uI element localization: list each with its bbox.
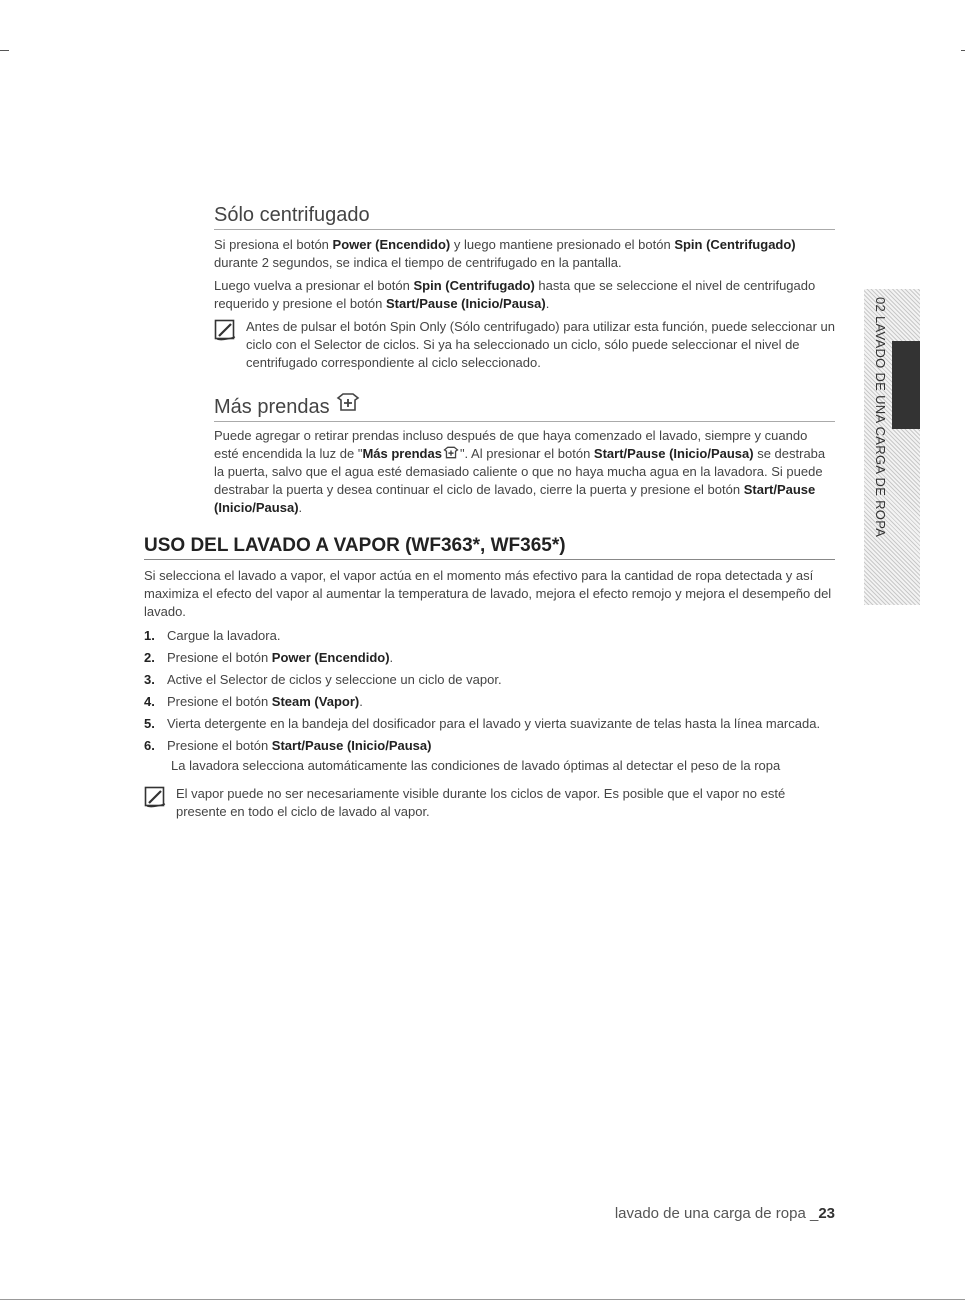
chapter-tab-label: 02 LAVADO DE UNA CARGA DE ROPA [873,297,888,538]
more-clothes-paragraph [214,427,835,517]
text-segment: Start/Pause (Inicio/Pausa) [386,296,546,311]
spin-only-title: Sólo centrifugado [214,203,835,230]
step-number: 4. [144,694,155,709]
step-segment: Active el Selector de ciclos y seleccione un ciclo de vapor. [167,672,502,687]
chapter-tab-marker [892,341,920,429]
step-text [167,713,820,735]
steam-wash-intro: Si selecciona el lavado a vapor, el vapor actúa en el momento más efectivo para la cantidad de ropa detectada y así maximiza el efecto del vapor al aumentar la temperatura de lavado, mejora el efecto remojo y mejora el desempeño del lavado. [144,568,832,619]
text-segment: y luego mantiene presionado el botón [450,237,675,252]
text-segment: . [298,500,303,515]
spin-only-paragraph-1 [214,236,835,272]
step-number: 3. [144,672,155,687]
steam-wash-title: USO DEL LAVADO A VAPOR (WF363*, WF365*) [144,534,835,560]
step-segment: Vierta detergente en la bandeja del dosificador para el lavado y vierta suavizante de telas hasta la línea marcada. [167,716,821,731]
spin-only-paragraph-2 [214,277,835,313]
step-number: 2. [144,650,155,665]
text-segment: ". Al presionar el botón [459,446,594,461]
step-segment: . [389,650,394,665]
steam-step-5 [144,713,835,735]
text-segment: Spin (Centrifugado) [674,237,796,252]
note-pencil-icon [214,319,236,341]
page-number: 23 [818,1205,835,1222]
step-segment: Steam (Vapor) [271,694,360,709]
step-segment: Presione el botón [167,694,272,709]
text-segment: se destraba la puerta, salvo que el agua esté demasiado caliente o que no haya mucha agua en la lavadora. Si puede destrabar la puerta y desea continuar el ciclo de lavado, cierre la puerta y presione el botón [214,446,826,497]
crop-mark-right [961,50,965,51]
crop-mark-left [0,50,9,51]
text-segment: Luego vuelva a presionar el botón [214,278,414,293]
step-segment: Presione el botón [167,738,272,753]
text-segment: Más prendas [362,446,442,461]
section-spin-only [214,203,835,372]
more-clothes-title: Más prendas [214,392,835,422]
step-text [167,735,431,757]
step-text [167,669,502,691]
inline-add-garment-icon [442,446,460,461]
step-number: 6. [144,738,155,753]
text-segment: durante 2 segundos, se indica el tiempo de centrifugado en la pantalla. [214,255,622,270]
steam-step-4 [144,691,835,713]
section-more-clothes [214,392,835,517]
step-segment: Start/Pause (Inicio/Pausa) [271,738,432,753]
step-text [167,625,280,647]
step-6-detail: La lavadora selecciona automáticamente las condiciones de lavado óptimas al detectar el peso de la ropa [171,758,781,773]
text-segment: . [545,296,550,311]
step-segment: Cargue la lavadora. [167,628,281,643]
step-number: 5. [144,716,155,731]
text-segment: Si presiona el botón [214,237,333,252]
steam-step-3 [144,669,835,691]
section-steam-wash [144,534,835,821]
text-segment: Puede agregar o retirar prendas incluso después de que haya comenzado el lavado, siempre y cuando esté encendida la luz de " [214,428,808,461]
footer-text: lavado de una carga de ropa _ [614,1205,819,1222]
step-text [167,691,363,713]
text-segment: Start/Pause (Inicio/Pausa) [214,482,816,515]
page-footer [615,1205,835,1222]
add-garment-icon [336,392,360,418]
text-segment: Start/Pause (Inicio/Pausa) [593,446,754,461]
note-pencil-icon [144,786,166,808]
step-segment: . [359,694,363,709]
steam-note [144,785,835,821]
steam-steps-list [144,625,835,757]
step-segment: Presione el botón [167,650,272,665]
text-segment: Spin (Centrifugado) [413,278,535,293]
chapter-side-tab [864,289,920,605]
step-number: 1. [144,628,155,643]
text-segment: Power (Encendido) [332,237,451,252]
step-segment: Power (Encendido) [271,650,390,665]
step-text [167,647,393,669]
steam-step-2 [144,647,835,669]
steam-step-1 [144,625,835,647]
steam-note-text: El vapor puede no ser necesariamente visible durante los ciclos de vapor. Es posible que el vapor no esté presente en todo el ciclo de lavado al vapor. [176,786,786,819]
text-segment: hasta que se seleccione el nivel de centrifugado requerido y presione el botón [214,278,816,311]
spin-only-note [214,318,835,372]
steam-step-6 [144,735,835,757]
bottom-rule [0,1299,965,1300]
spin-only-note-text: Antes de pulsar el botón Spin Only (Sólo centrifugado) para utilizar esta función, puede seleccionar un ciclo con el Selector de ciclos. Si ya ha seleccionado un ciclo, sólo puede seleccionar el nivel de centrifugado correspondiente al ciclo seleccionado. [246,319,835,370]
